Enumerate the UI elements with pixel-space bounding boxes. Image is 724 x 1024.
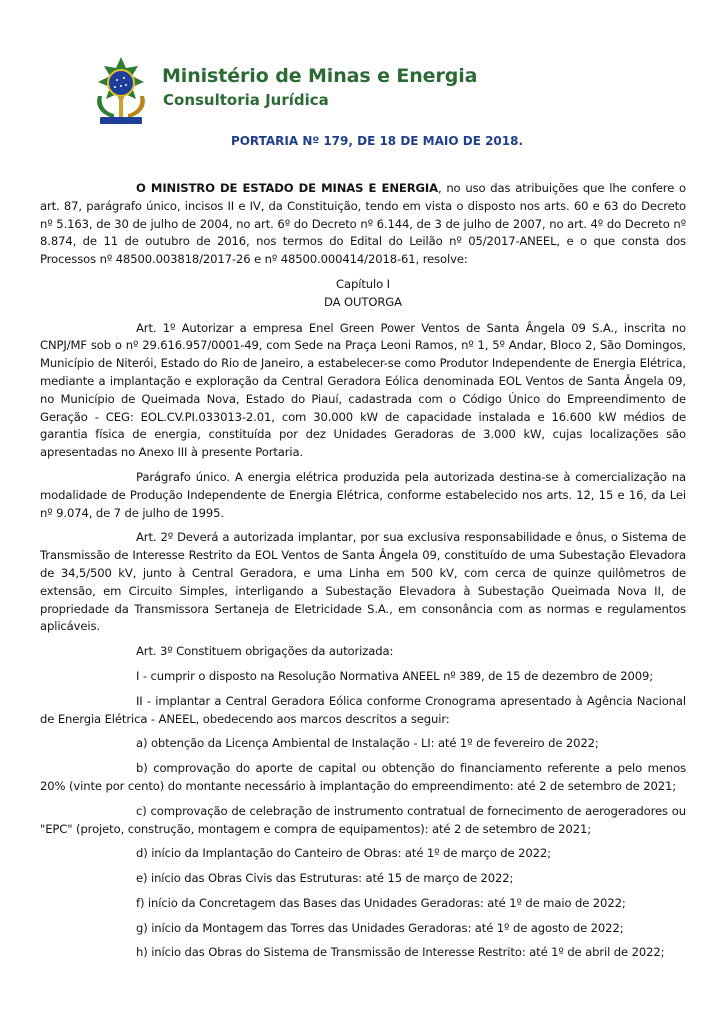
preamble-text: , no uso das atribuições que lhe confere o art. 87, parágrafo único, incisos II e IV, da Constituição, tendo em vista o disposto nos arts. 60 e 63 do Decreto nº 5.163, de 30 de julho de 2004, no art. 6º do Decreto nº 6.144, de 3 de julho de 2007, no art. 4º do Decreto nº 8.874, de 11 de outubro de 2016, nos termos do Edital do Leilão nº 05/2017-ANEEL, e o que consta dos Processos nº 48500.003818/2017-26 e nº 48500.000414/2018-61, resolve: xyxy=(40,181,686,267)
chapter-name: DA OUTORGA xyxy=(324,294,402,309)
item-ii: II - implantar a Central Geradora Eólica conforme Cronograma apresentado à Agência Nacional de Energia Elétrica - ANEEL, obedecendo aos marcos descritos a seguir: xyxy=(40,693,686,726)
sole-paragraph: Parágrafo único. A energia elétrica produzida pela autorizada destina-se à comercialização na modalidade de Produção Independente de Energia Elétrica, conforme estabelecido nos arts. 12, 15 e 16, da Lei nº 9.074, de 7 de julho de 1995. xyxy=(40,469,686,520)
subitem-h: h) início das Obras do Sistema de Transmissão de Interesse Restrito: até 1º de abril de 2022; xyxy=(136,945,665,960)
department-name: Consultoria Jurídica xyxy=(163,91,329,109)
subitem-d: d) início da Implantação do Canteiro de Obras: até 1º de março de 2022; xyxy=(136,846,551,861)
preamble-paragraph xyxy=(40,180,686,269)
subitem-e: e) início das Obras Civis das Estruturas: até 15 de março de 2022; xyxy=(136,871,514,886)
article-1: Art. 1º Autorizar a empresa Enel Green Power Ventos de Santa Ângela 09 S.A., inscrita no CNPJ/MF sob o nº 29.616.957/0001-49, com Sede na Praça Leoni Ramos, nº 1, 5º Andar, Bloco 2, São Domingos, Município de Niterói, Estado do Rio de Janeiro, a estabelecer-se como Produtor Independente de Energia Elétrica, mediante a implantação e exploração da Central Geradora Eólica denominada EOL Ventos de Santa Ângela 09, no Município de Queimada Nova, Estado do Piauí, cadastrada com o Código Único do Empreendimento de Geração - CEG: EOL.CV.PI.033013-2.01, com 30.000 kW de capacidade instalada e 16.600 kW médios de garantia física de energia, constituída por dez Unidades Geradoras de 3.000 kW, cujas localizações são apresentadas no Anexo III à presente Portaria. xyxy=(40,320,686,460)
subitem-f: f) início da Concretagem das Bases das Unidades Geradoras: até 1º de maio de 2022; xyxy=(136,895,626,910)
chapter-heading xyxy=(40,276,686,312)
document-body xyxy=(40,180,686,969)
article-2: Art. 2º Deverá a autorizada implantar, por sua exclusiva responsabilidade e ônus, o Sistema de Transmissão de Interesse Restrito da EOL Ventos de Santa Ângela 09, constituído de uma Subestação Elevadora de 34,5/500 kV, junto à Central Geradora, e uma Linha em 500 kV, com cerca de quinze quilômetros de extensão, em Circuito Simples, interligando a Subestação Elevadora à Subestação Queimada Nova II, de propriedade da Transmissora Sertaneja de Eletricidade S.A., em consonância com as normas e regulamentos aplicáveis. xyxy=(40,530,686,634)
preamble-lead: O MINISTRO DE ESTADO DE MINAS E ENERGIA xyxy=(136,181,438,195)
coat-of-arms-icon xyxy=(90,56,152,126)
subitem-b: b) comprovação do aporte de capital ou obtenção do financiamento referente a pelo menos 20% (vinte por cento) do montante necessário à implantação do empreendimento: até 2 de setembro de 2021; xyxy=(40,761,686,793)
article-3: Art. 3º Constituem obrigações da autorizada: xyxy=(136,644,394,659)
subitem-g: g) início da Montagem das Torres das Unidades Geradoras: até 1º de agosto de 2022; xyxy=(136,920,624,935)
subitem-a: a) obtenção da Licença Ambiental de Instalação - LI: até 1º de fevereiro de 2022; xyxy=(136,736,599,751)
item-i: I - cumprir o disposto na Resolução Normativa ANEEL nº 389, de 15 de dezembro de 2009; xyxy=(136,668,654,683)
document-title: PORTARIA Nº 179, DE 18 DE MAIO DE 2018. xyxy=(230,134,524,148)
ministry-name: Ministério de Minas e Energia xyxy=(162,65,478,87)
letterhead xyxy=(90,56,650,126)
chapter-number: Capítulo I xyxy=(336,276,390,291)
subitem-c: c) comprovação de celebração de instrumento contratual de fornecimento de aerogeradores ou "EPC" (projeto, construção, montagem e compra de equipamentos): até 2 de setembro de 2021; xyxy=(40,803,686,836)
